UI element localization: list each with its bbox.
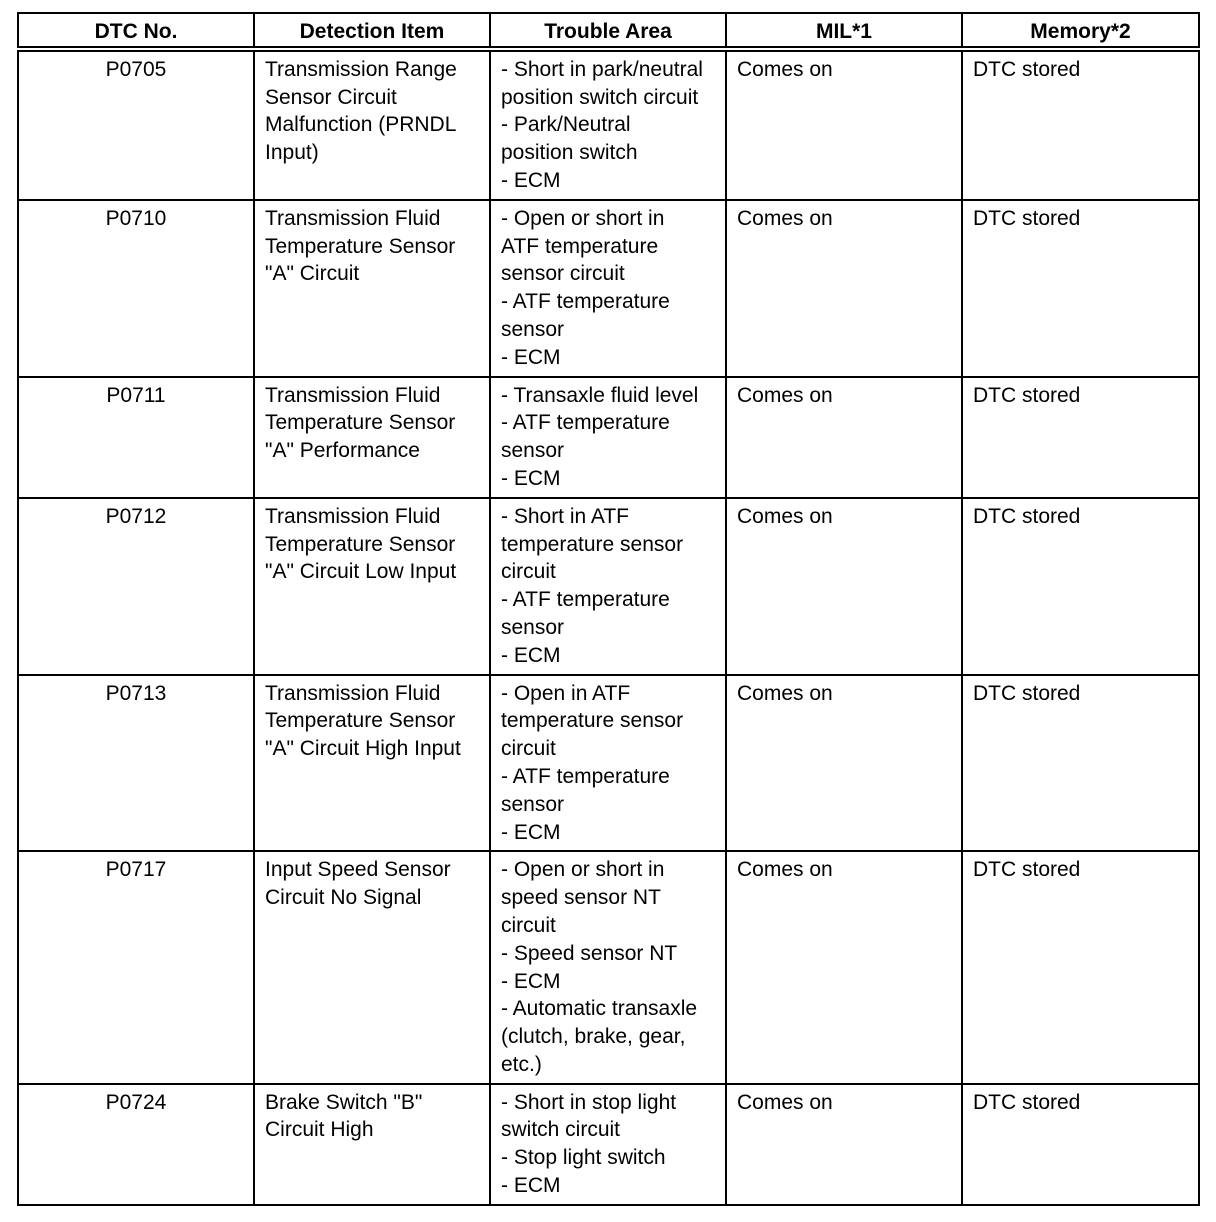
trouble-area-line: sensor [501, 317, 565, 341]
table-row [18, 675, 1199, 852]
trouble-area-line: - ECM [501, 1174, 561, 1198]
trouble-area-line: - ATF temperature [501, 588, 670, 612]
trouble-area-line: - ECM [501, 168, 561, 192]
memory-cell: DTC stored [962, 851, 1199, 1083]
table-row [18, 498, 1199, 675]
trouble-area-cell [490, 498, 726, 675]
trouble-area-line: - ATF temperature [501, 411, 670, 435]
table-row [18, 200, 1199, 377]
trouble-area-line: - ATF temperature [501, 764, 670, 788]
detection-item-cell [254, 1084, 490, 1205]
trouble-area-line: - ECM [501, 466, 561, 490]
dtc-code-cell: P0724 [18, 1084, 254, 1205]
trouble-area-line: - Short in ATF [501, 504, 629, 528]
mil-cell: Comes on [726, 498, 962, 675]
trouble-area-line: - ECM [501, 969, 561, 993]
mil-cell: Comes on [726, 377, 962, 498]
trouble-area-line: - Speed sensor NT [501, 941, 678, 965]
trouble-area-cell [490, 49, 726, 200]
trouble-area-line: etc.) [501, 1052, 542, 1076]
dtc-code-cell: P0712 [18, 498, 254, 675]
trouble-area-line: - Short in park/neutral [501, 57, 703, 81]
trouble-area-line: circuit [501, 560, 556, 584]
detection-item-cell [254, 498, 490, 675]
memory-cell: DTC stored [962, 675, 1199, 852]
detection-item-line: Temperature Sensor [265, 411, 456, 435]
trouble-area-line: (clutch, brake, gear, [501, 1025, 686, 1049]
detection-item-line: Transmission Range [265, 57, 457, 81]
trouble-area-line: - Stop light switch [501, 1146, 666, 1170]
detection-item-cell [254, 200, 490, 377]
memory-cell: DTC stored [962, 377, 1199, 498]
table-row [18, 377, 1199, 498]
detection-item-line: Transmission Fluid [265, 681, 441, 705]
trouble-area-line: sensor [501, 439, 565, 463]
trouble-area-line: sensor [501, 615, 565, 639]
header-dtc-no: DTC No. [18, 13, 254, 49]
detection-item-line: Temperature Sensor [265, 709, 456, 733]
detection-item-line: "A" Circuit High Input [265, 737, 461, 761]
trouble-area-line: - Short in stop light [501, 1090, 677, 1114]
trouble-area-cell [490, 200, 726, 377]
detection-item-line: Malfunction (PRNDL [265, 113, 457, 137]
detection-item-line: "A" Circuit [265, 262, 360, 286]
trouble-area-cell [490, 851, 726, 1083]
detection-item-line: Transmission Fluid [265, 504, 441, 528]
trouble-area-line: - Open or short in [501, 206, 665, 230]
dtc-code-cell: P0705 [18, 49, 254, 200]
header-trouble-area: Trouble Area [490, 13, 726, 49]
dtc-code-cell: P0717 [18, 851, 254, 1083]
trouble-area-line: speed sensor NT [501, 886, 661, 910]
table-row [18, 49, 1199, 200]
dtc-code-cell: P0713 [18, 675, 254, 852]
trouble-area-line: - ATF temperature [501, 290, 670, 314]
table-body [18, 49, 1199, 1205]
trouble-area-line: - ECM [501, 820, 561, 844]
detection-item-line: Brake Switch "B" [265, 1090, 423, 1114]
table-row [18, 1084, 1199, 1205]
trouble-area-line: - Automatic transaxle [501, 997, 698, 1021]
header-memory: Memory*2 [962, 13, 1199, 49]
trouble-area-line: - Open in ATF [501, 681, 631, 705]
mil-cell: Comes on [726, 851, 962, 1083]
trouble-area-line: - Transaxle fluid level [501, 383, 699, 407]
mil-cell: Comes on [726, 675, 962, 852]
detection-item-line: Input Speed Sensor [265, 858, 451, 882]
detection-item-line: Circuit High [265, 1118, 374, 1142]
trouble-area-line: temperature sensor [501, 709, 684, 733]
detection-item-line: "A" Performance [265, 439, 420, 463]
trouble-area-cell [490, 377, 726, 498]
detection-item-cell [254, 377, 490, 498]
trouble-area-line: switch circuit [501, 1118, 621, 1142]
trouble-area-line: - ECM [501, 643, 561, 667]
trouble-area-line: position switch [501, 141, 638, 165]
trouble-area-line: sensor circuit [501, 262, 625, 286]
trouble-area-line: temperature sensor [501, 532, 684, 556]
trouble-area-line: - ECM [501, 345, 561, 369]
trouble-area-line: - Open or short in [501, 858, 665, 882]
mil-cell: Comes on [726, 1084, 962, 1205]
detection-item-line: "A" Circuit Low Input [265, 560, 457, 584]
trouble-area-line: ATF temperature [501, 234, 659, 258]
detection-item-cell [254, 675, 490, 852]
memory-cell: DTC stored [962, 498, 1199, 675]
mil-cell: Comes on [726, 49, 962, 200]
detection-item-line: Circuit No Signal [265, 886, 422, 910]
detection-item-line: Temperature Sensor [265, 234, 456, 258]
trouble-area-line: sensor [501, 792, 565, 816]
trouble-area-line: circuit [501, 737, 556, 761]
memory-cell: DTC stored [962, 49, 1199, 200]
table-header-row [18, 13, 1199, 49]
detection-item-line: Transmission Fluid [265, 206, 441, 230]
detection-item-line: Transmission Fluid [265, 383, 441, 407]
trouble-area-line: - Park/Neutral [501, 113, 631, 137]
mil-cell: Comes on [726, 200, 962, 377]
header-detection-item: Detection Item [254, 13, 490, 49]
detection-item-line: Temperature Sensor [265, 532, 456, 556]
detection-item-cell [254, 851, 490, 1083]
trouble-area-line: circuit [501, 913, 556, 937]
detection-item-line: Input) [265, 141, 319, 165]
table-row [18, 851, 1199, 1083]
dtc-code-cell: P0710 [18, 200, 254, 377]
header-mil: MIL*1 [726, 13, 962, 49]
trouble-area-cell [490, 675, 726, 852]
trouble-area-line: position switch circuit [501, 85, 699, 109]
dtc-code-cell: P0711 [18, 377, 254, 498]
memory-cell: DTC stored [962, 1084, 1199, 1205]
memory-cell: DTC stored [962, 200, 1199, 377]
dtc-table [17, 12, 1200, 1206]
trouble-area-cell [490, 1084, 726, 1205]
detection-item-line: Sensor Circuit [265, 85, 397, 109]
detection-item-cell [254, 49, 490, 200]
